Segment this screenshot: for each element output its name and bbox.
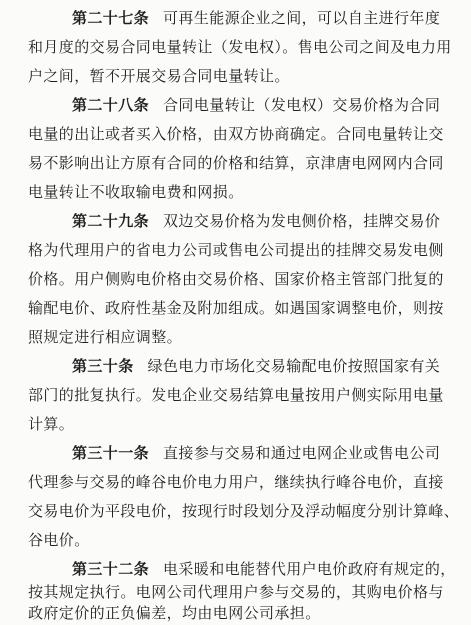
article-28-first-line xyxy=(72,95,440,115)
article-28-line-4: 电量转让不收取输电费和网损。 xyxy=(28,183,244,201)
article-30-first-line xyxy=(72,356,440,376)
article-27-line-2: 和月度的交易合同电量转让（发电权）。售电公司之间及电力用 xyxy=(28,38,452,56)
article-31-title: 第三十一条 xyxy=(72,444,150,462)
article-27-first-line xyxy=(72,8,440,28)
article-30-line-2: 部门的批复执行。发电企业交易结算电量按用户侧实际用电量 xyxy=(28,386,444,404)
article-30-line-3: 计算。 xyxy=(28,415,75,433)
article-27-line-1: 可再生能源企业之间，可以自主进行年度 xyxy=(163,9,441,27)
article-31-line-4: 谷电价。 xyxy=(28,531,90,549)
article-31-line-1: 直接参与交易和通过电网企业或售电公司 xyxy=(163,444,441,462)
article-28-line-3: 易不影响出让方原有合同的价格和结算，京津唐电网网内合同 xyxy=(28,154,444,172)
article-32-title: 第三十二条 xyxy=(72,560,150,578)
article-29-line-5: 照规定进行相应调整。 xyxy=(28,328,183,346)
article-31-line-3: 交易电价为平段电价，按现行时段划分及浮动幅度分别计算峰、 xyxy=(28,502,460,520)
article-28-line-1: 合同电量转让（发电权）交易价格为合同 xyxy=(163,96,441,114)
article-30-title: 第三十条 xyxy=(72,357,134,375)
article-29-title: 第二十九条 xyxy=(72,212,150,230)
article-28-line-2: 电量的出让或者买入价格，由双方协商确定。合同电量转让交 xyxy=(28,125,444,143)
article-27-line-3: 户之间，暂不开展交易合同电量转让。 xyxy=(28,67,290,85)
article-29-line-1: 双边交易价格为发电侧价格，挂牌交易价 xyxy=(163,212,441,230)
article-30-line-1: 绿色电力市场化交易输配电价按照国家有关 xyxy=(147,357,441,375)
article-31-first-line xyxy=(72,443,440,463)
article-27-title: 第二十七条 xyxy=(72,9,150,27)
article-29-first-line xyxy=(72,211,440,231)
article-28-title: 第二十八条 xyxy=(72,96,150,114)
article-29-line-3: 价格。用户侧购电价格由交易价格、国家价格主管部门批复的 xyxy=(28,270,444,288)
article-31-line-2: 代理参与交易的峰谷电价电力用户，继续执行峰谷电价，直接 xyxy=(28,473,444,491)
article-29-line-4: 输配电价、政府性基金及附加组成。如遇国家调整电价，则按 xyxy=(28,299,444,317)
article-32-first-line xyxy=(72,559,456,579)
article-32-line-3: 政府定价的正负偏差，均由电网公司承担。 xyxy=(28,604,321,622)
article-32-line-1: 电采暖和电能替代用户电价政府有规定的， xyxy=(163,560,456,578)
article-29-line-2: 格为代理用户的省电力公司或售电公司提出的挂牌交易发电侧 xyxy=(28,241,444,259)
article-32-line-2: 按其规定执行。电网公司代理用户参与交易的，其购电价格与 xyxy=(28,583,444,601)
